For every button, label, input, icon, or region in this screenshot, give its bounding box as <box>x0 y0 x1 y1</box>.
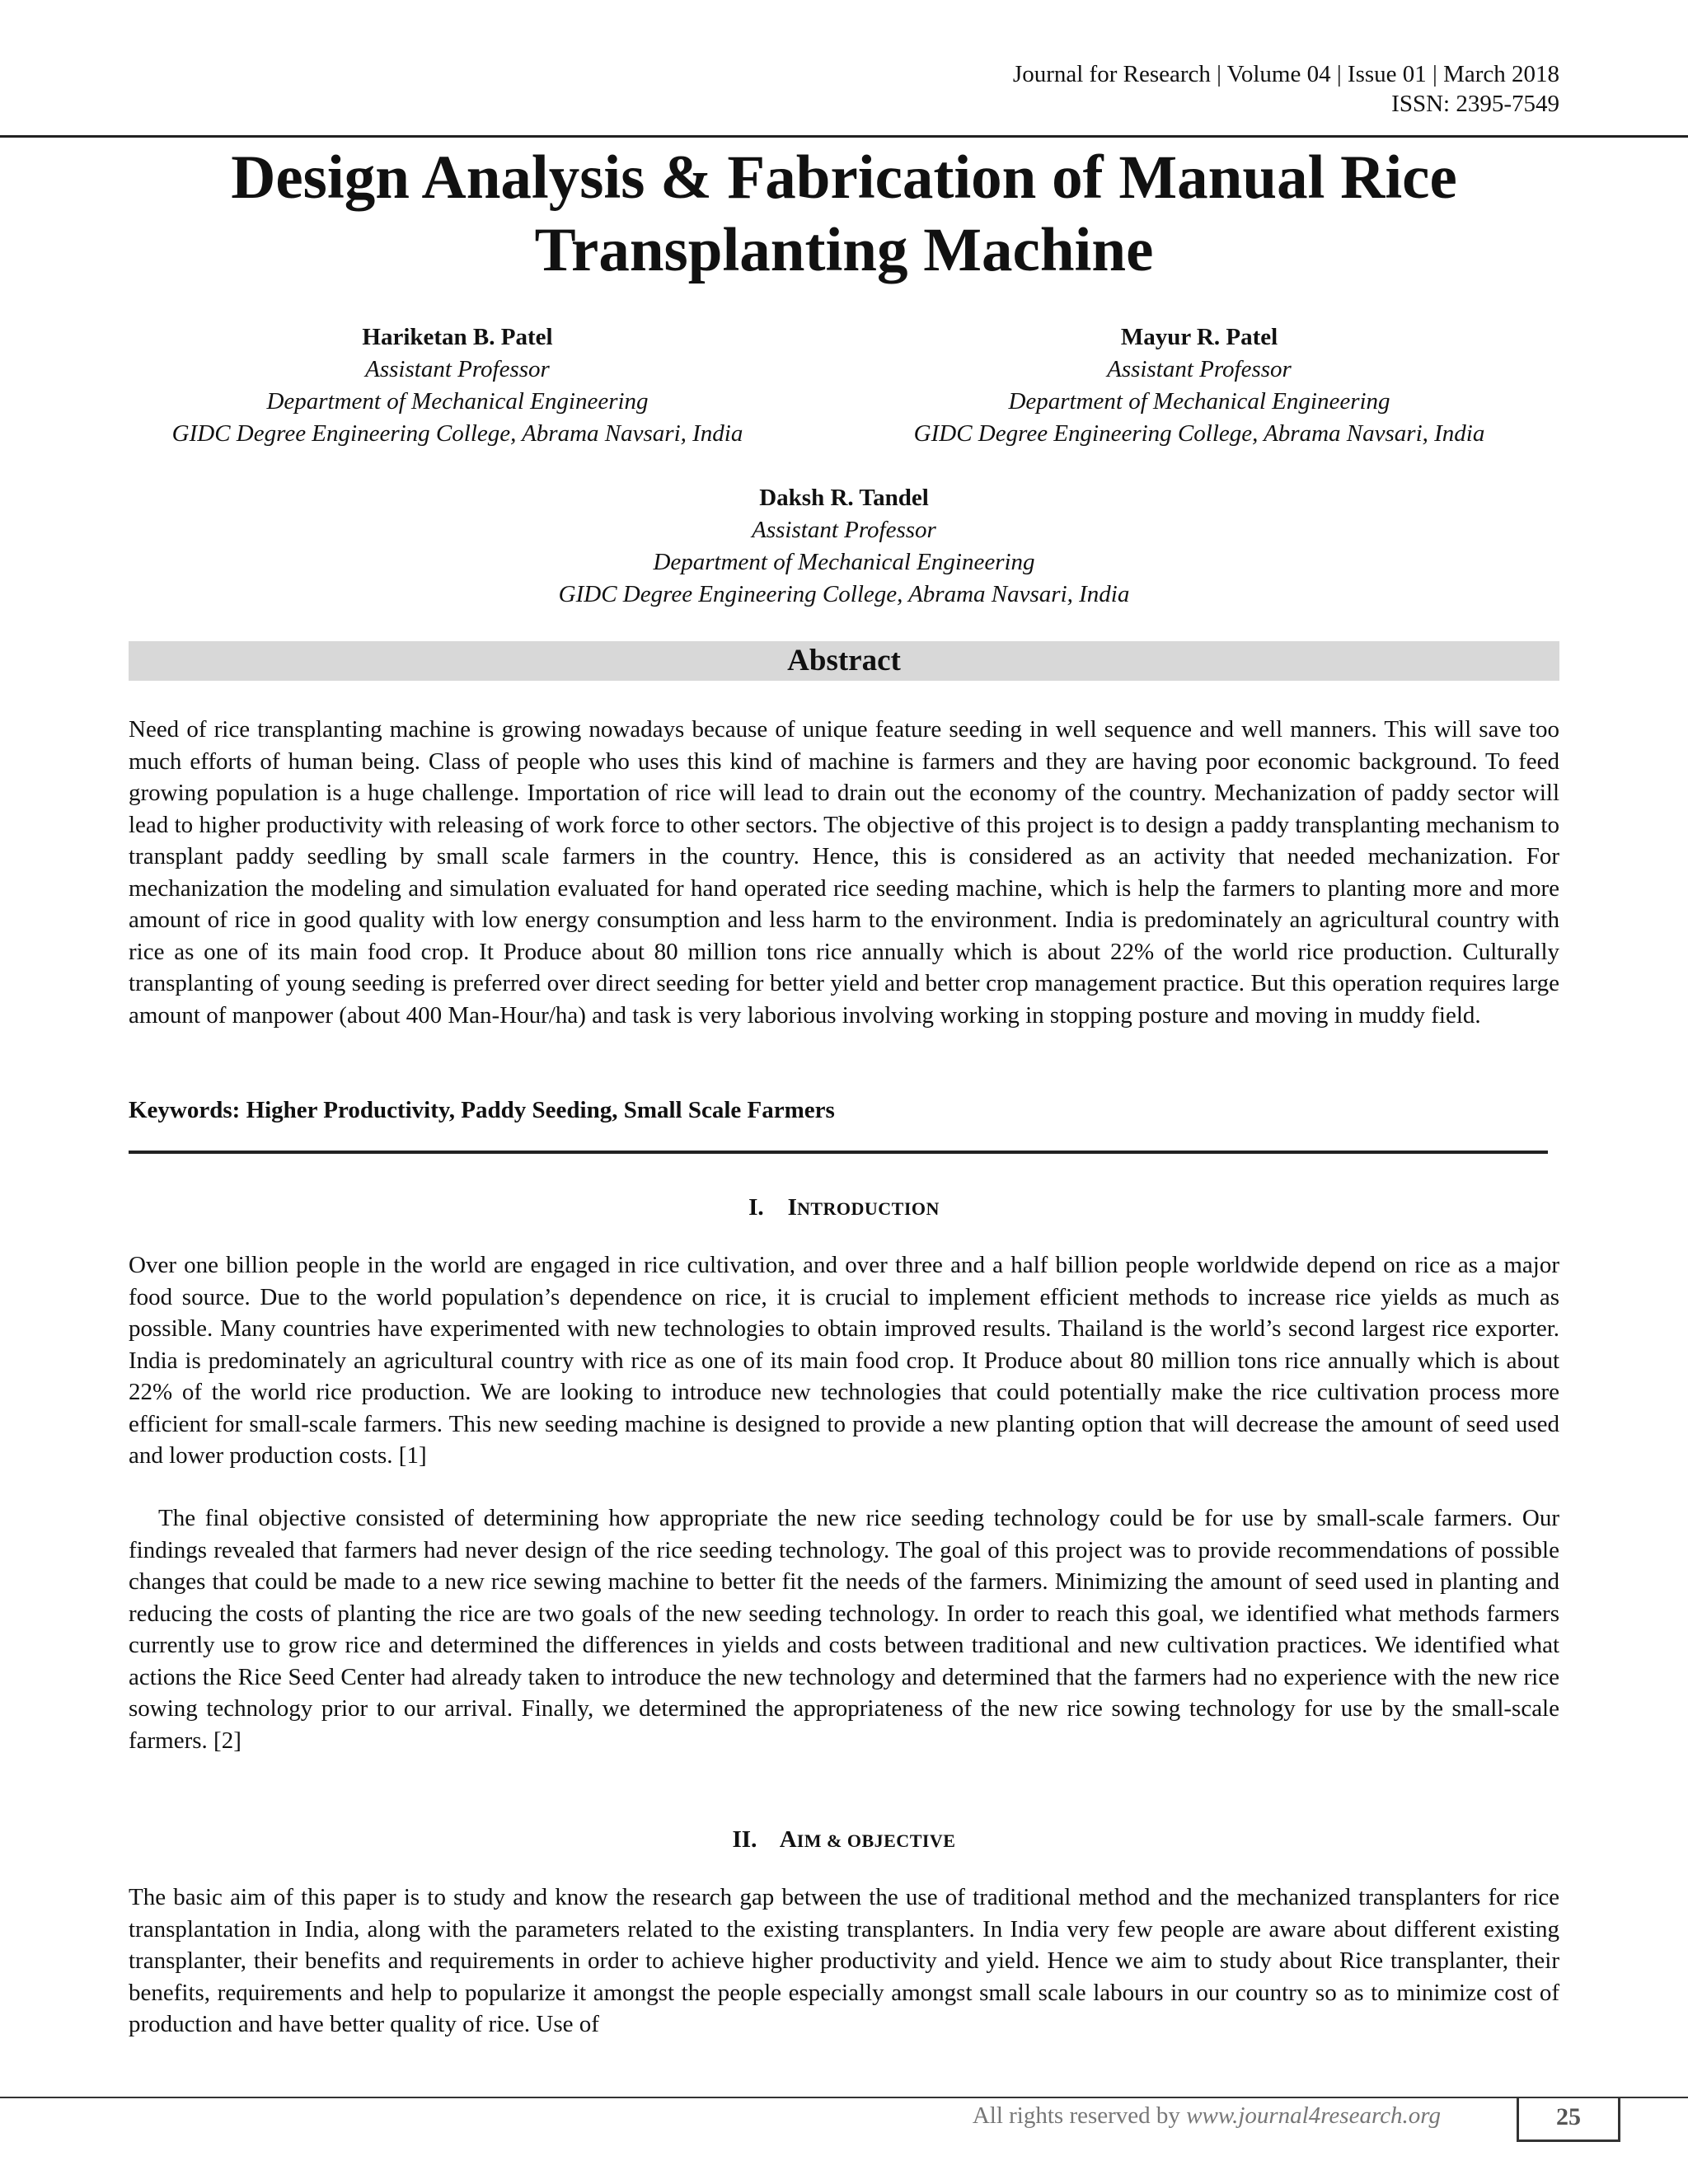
section-title-initial: I <box>787 1194 797 1221</box>
author-position: Assistant Professor <box>1107 356 1292 382</box>
section-title-initial: A <box>779 1826 797 1853</box>
section-title-rest: IM & OBJECTIVE <box>796 1830 956 1851</box>
author-name: Mayur R. Patel <box>1120 324 1278 350</box>
journal-citation: Journal for Research | Volume 04 | Issue 01 | March 2018 <box>1012 61 1559 87</box>
author-position: Assistant Professor <box>365 356 550 382</box>
abstract-divider <box>129 1151 1548 1154</box>
section-numeral: II. <box>732 1826 757 1853</box>
journal-header <box>653 59 1559 119</box>
footer-divider <box>0 2097 1688 2098</box>
section-title-rest: NTRODUCTION <box>796 1198 940 1219</box>
footer-rights <box>973 2101 1441 2130</box>
author-block-2 <box>828 321 1570 450</box>
author-affiliation: GIDC Degree Engineering College, Abrama Navsari, India <box>913 420 1485 447</box>
keywords: Keywords: Higher Productivity, Paddy Seeding, Small Scale Farmers <box>129 1097 835 1123</box>
abstract-heading: Abstract <box>129 641 1559 681</box>
page-number: 25 <box>1517 2097 1620 2142</box>
rights-text: All rights reserved by <box>972 2102 1187 2129</box>
section-heading-aim-objective <box>0 1824 1688 1857</box>
author-department: Department of Mechanical Engineering <box>1008 388 1390 415</box>
aim-paragraph-1: The basic aim of this paper is to study and know the research gap between the use of traditional method and the mechanized transplanters for rice transplantation in India, along with the parameters related to the existing transplanters. In India very few people are aware about different existing transplanter, their benefits and requirements in order to achieve higher productivity and yield. Hence we aim to study about Rice transplanter, their benefits, requirements and help to popularize it amongst the people especially amongst small scale labours in our country so as to minimize cost of production and have better quality of rice. Use of <box>129 1884 1559 2037</box>
title-line-1: Design Analysis & Fabrication of Manual Rice <box>231 143 1457 212</box>
author-department: Department of Mechanical Engineering <box>266 388 649 415</box>
author-block-1 <box>87 321 828 450</box>
title-line-2: Transplanting Machine <box>534 216 1154 284</box>
author-name: Daksh R. Tandel <box>759 485 929 511</box>
author-name: Hariketan B. Patel <box>362 324 553 350</box>
author-position: Assistant Professor <box>752 517 936 543</box>
author-affiliation: GIDC Degree Engineering College, Abrama Navsari, India <box>171 420 743 447</box>
section-numeral: I. <box>748 1194 764 1221</box>
header-divider <box>0 135 1688 138</box>
journal-url-link[interactable]: www.journal4research.org <box>1186 2102 1441 2129</box>
author-department: Department of Mechanical Engineering <box>653 549 1035 575</box>
abstract-text: Need of rice transplanting machine is growing nowadays because of unique feature seeding in well sequence and well manners. This will save too much efforts of human being. Class of people who uses this kind of machine is farmers and they are having poor economic background. To feed growing population is a huge challenge. Importation of rice will lead to drain out the economy of the country. Mechanization of paddy sector will lead to higher productivity with releasing of work force to other sectors. The objective of this project is to design a paddy transplanting mechanism to transplant paddy seedling by small scale farmers in the country. Hence, this is considered as an activity that needed mechanization. For mechanization the modeling and simulation evaluated for hand operated rice seeding machine, which is help the farmers to planting more and more amount of rice in good quality with low energy consumption and less harm to the environment. India is predominately an agricultural country with rice as one of its main food crop. It Produce about 80 million tons rice annually which is about 22% of the world rice production. Culturally transplanting of young seeding is preferred over direct seeding for better yield and better crop management practice. But this operation requires large amount of manpower (about 400 Man-Hour/ha) and task is very laborious involving working in stopping posture and moving in muddy field. <box>129 716 1559 1029</box>
introduction-paragraph-1: Over one billion people in the world are engaged in rice cultivation, and over three and a half billion people worldwide depend on rice as a major food source. Due to the world population’s dependence on rice, it is crucial to implement efficient methods to increase rice yields as much as possible. Many countries have experimented with new technologies to obtain improved results. Thailand is the world’s second largest rice exporter. India is predominately an agricultural country with rice as one of its main food crop. It Produce about 80 million tons rice annually which is about 22% of the world rice production. We are looking to introduce new technologies that could potentially make the rice cultivation process more efficient for small-scale farmers. This new seeding machine is designed to provide a new planting option that will decrease the amount of seed used and lower production costs. [1] <box>129 1252 1559 1469</box>
author-affiliation: GIDC Degree Engineering College, Abrama Navsari, India <box>558 581 1130 607</box>
paper-title <box>124 142 1564 287</box>
section-heading-introduction <box>0 1192 1688 1225</box>
author-block-3 <box>473 482 1215 611</box>
introduction-paragraph-2: The final objective consisted of determining how appropriate the new rice seeding technology could be for use by small-scale farmers. Our findings revealed that farmers had never design of the rice seeding technology. The goal of this project was to provide recommendations of possible changes that could be made to a new rice sewing machine to better fit the needs of the farmers. Minimizing the amount of seed used in planting and reducing the costs of planting the rice are two goals of the new seeding technology. In order to reach this goal, we identified what methods farmers currently use to grow rice and determined the differences in yields and costs between traditional and new cultivation practices. We identified what actions the Rice Seed Center had already taken to introduce the new technology and determined that the farmers had no experience with the new rice sowing technology prior to our arrival. Finally, we determined the appropriateness of the new rice sowing technology for use by the small-scale farmers. [2] <box>129 1505 1559 1754</box>
journal-issn: ISSN: 2395-7549 <box>1391 91 1559 117</box>
